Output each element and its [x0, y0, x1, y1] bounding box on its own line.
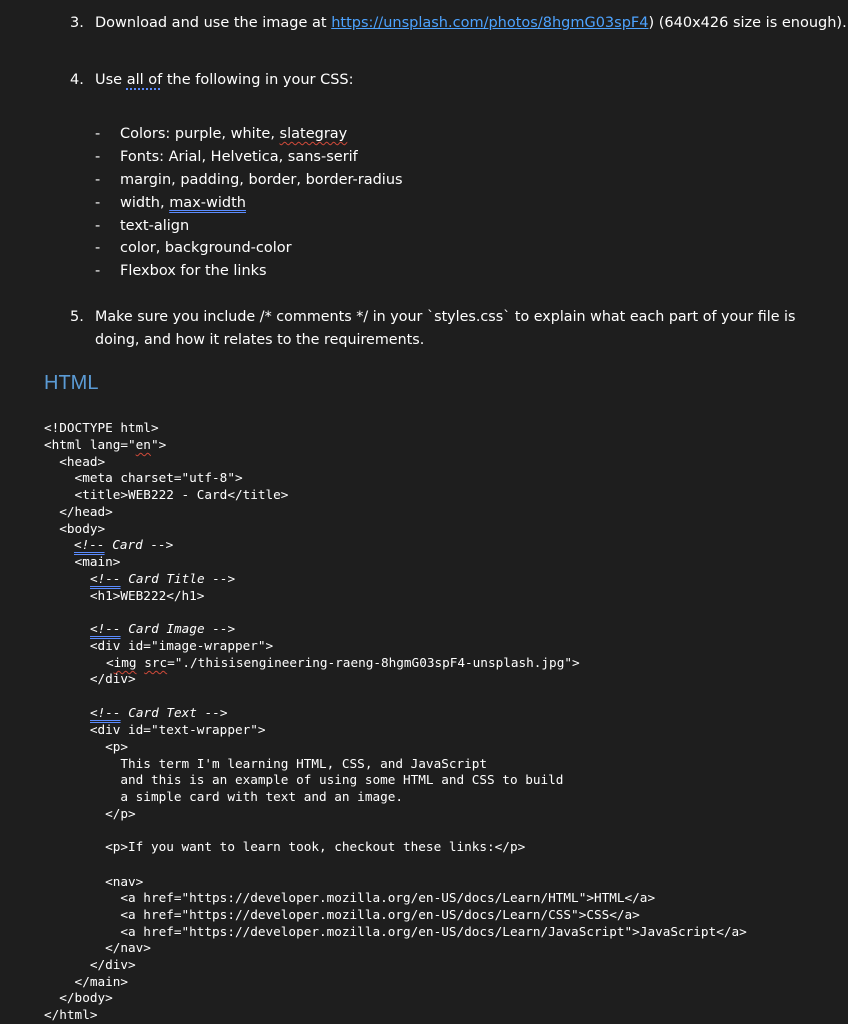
code-line: </div> [44, 671, 136, 686]
item-4-emphasis: all of [126, 72, 163, 88]
bullet-width [120, 195, 246, 211]
code-line: <body> [44, 521, 106, 536]
code-line: <meta charset="utf-8"> [44, 470, 243, 485]
spellcheck-word: slategray [279, 126, 348, 142]
code-line: <p>If you want to learn took, checkout these links:</p> [44, 839, 526, 854]
code-line: </p> [44, 806, 136, 821]
code-line: </head> [44, 504, 113, 519]
bullet-text: Colors: purple, white, [120, 126, 280, 142]
item-3-before: Download and use the image at [95, 15, 332, 31]
bullet-dash: - [95, 149, 101, 165]
item-5-number: 5. [70, 309, 84, 325]
code-line: and this is an example of using some HTML and CSS to build [44, 772, 564, 787]
comment-open: <!-- [90, 621, 121, 636]
code-line: </html> [44, 1007, 98, 1022]
spellcheck-word: img [113, 655, 137, 670]
item-4-number: 4. [70, 72, 84, 88]
bullet-fonts: Fonts: Arial, Helvetica, sans-serif [120, 149, 358, 165]
code-line: <div id="image-wrapper"> [44, 638, 274, 653]
section-heading-html: HTML [44, 372, 99, 394]
code-token: ="./thisisengineering-raeng-8hgmG03spF4-unsplash.jpg"> [167, 655, 580, 670]
bullet-dash: - [95, 263, 101, 279]
bullet-dash: - [95, 240, 101, 256]
code-comment-line [90, 621, 235, 636]
code-line: </body> [44, 990, 113, 1005]
code-line: <a href="https://developer.mozilla.org/en-US/docs/Learn/CSS">CSS</a> [44, 907, 640, 922]
item-4-text [95, 72, 354, 88]
code-comment-line [90, 705, 228, 720]
code-line: <h1>WEB222</h1> [44, 588, 205, 603]
comment-text: Card --> [104, 537, 174, 552]
code-token: "> [150, 437, 167, 452]
code-comment-line [90, 571, 235, 586]
bullet-dash: - [95, 195, 101, 211]
unsplash-link[interactable]: https://unsplash.com/photos/8hgmG03spF4 [331, 15, 649, 31]
item-3-text [95, 15, 847, 31]
comment-open: <!-- [90, 571, 121, 586]
bullet-flexbox: Flexbox for the links [120, 263, 267, 279]
code-line: <a href="https://developer.mozilla.org/en-US/docs/Learn/HTML">HTML</a> [44, 890, 656, 905]
comment-text: Card Title --> [120, 571, 236, 586]
code-comment-line [74, 537, 173, 552]
item-4-before: Use [95, 72, 127, 88]
bullet-box-model: margin, padding, border, border-radius [120, 172, 403, 188]
code-line: <main> [44, 554, 121, 569]
spellcheck-word: src [144, 655, 168, 670]
bullet-color: color, background-color [120, 240, 292, 256]
comment-open: <!-- [90, 705, 121, 720]
bullet-dash: - [95, 126, 101, 142]
code-line: a simple card with text and an image. [44, 789, 404, 804]
code-line: </div> [44, 957, 136, 972]
bullet-text: width, [120, 195, 170, 211]
code-line: <nav> [44, 874, 144, 889]
code-line: </nav> [44, 940, 151, 955]
grammar-mark-word: max-width [169, 195, 246, 211]
item-5-line-1: Make sure you include /* comments */ in your `styles.css` to explain what each part of your file is [95, 309, 796, 325]
code-line: <!DOCTYPE html> [44, 420, 159, 435]
code-line: <title>WEB222 - Card</title> [44, 487, 289, 502]
bullet-colors [120, 126, 347, 142]
bullet-dash: - [95, 218, 101, 234]
code-line: <p> [44, 739, 129, 754]
item-3-after: ) (640x426 size is enough). [648, 15, 847, 31]
code-line: <head> [44, 454, 106, 469]
code-line: This term I'm learning HTML, CSS, and JavaScript [44, 756, 488, 771]
comment-text: Card Image --> [120, 621, 236, 636]
code-token: <html lang=" [44, 437, 136, 452]
bullet-text-align: text-align [120, 218, 190, 234]
comment-open: <!-- [74, 537, 105, 552]
code-token: < [106, 655, 114, 670]
comment-text: Card Text --> [120, 705, 228, 720]
item-4-after: the following in your CSS: [162, 72, 354, 88]
code-line [106, 655, 580, 670]
code-line: </main> [44, 974, 129, 989]
bullet-dash: - [95, 172, 101, 188]
code-line: <div id="text-wrapper"> [44, 722, 266, 737]
item-3-number: 3. [70, 15, 84, 31]
code-line [44, 437, 166, 452]
code-line: <a href="https://developer.mozilla.org/en-US/docs/Learn/JavaScript">JavaScript</a> [44, 924, 747, 939]
item-5-line-2: doing, and how it relates to the requirements. [95, 332, 425, 348]
spellcheck-word: en [135, 437, 151, 452]
